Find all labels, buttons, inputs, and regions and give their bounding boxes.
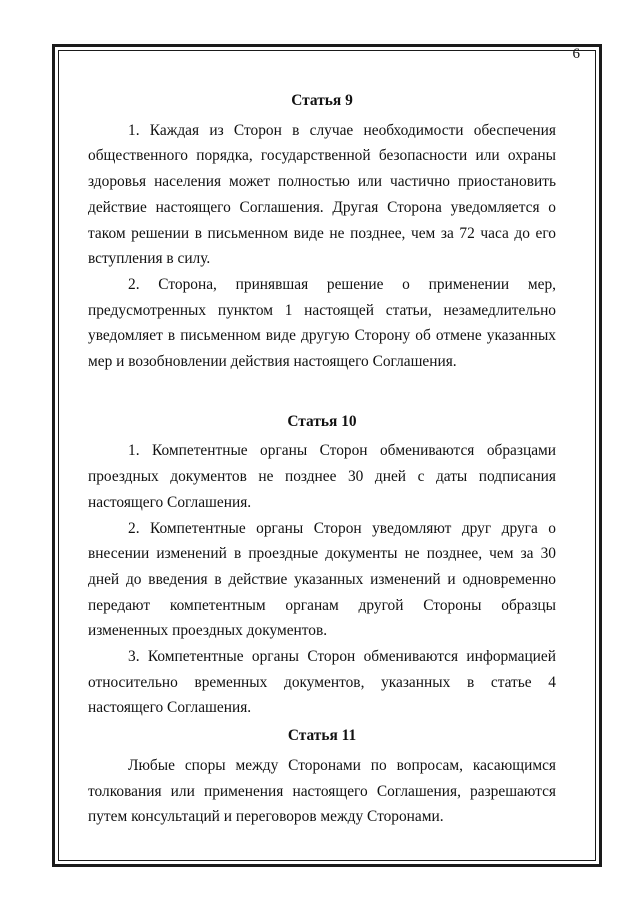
article-9 [88,88,556,375]
article-paragraph: 2. Компетентные органы Сторон уведомляют друг друга о внесении изменений в проездные документы не позднее, чем за 30 дней до введения в действие указанных изменений и одновременно передают компетентным органам другой Стороны образцы измененных проездных документов. [88,519,556,640]
article-paragraph: 2. Сторона, принявшая решение о применении мер, предусмотренных пунктом 1 настоящей статьи, незамедлительно уведомляет в письменном виде другую Сторону об отмене указанных мер и возобновлении действия настоящего Соглашения. [88,275,556,371]
article-title: Статья 10 [287,412,357,430]
article-paragraph: 1. Каждая из Сторон в случае необходимости обеспечения общественного порядка, государственной безопасности или охраны здоровья населения может полностью или частично приостановить действие настоящего Соглашения. Другая Сторона уведомляется о таком решении в письменном виде не позднее, чем за 72 часа до его вступления в силу. [88,121,556,268]
document-body [88,88,556,830]
page-number: 6 [572,46,580,62]
article-title: Статья 9 [291,92,353,109]
article-title: Статья 11 [287,727,357,745]
article-11 [88,723,556,830]
article-10 [88,409,556,721]
article-paragraph: Любые споры между Сторонами по вопросам, касающимся толкования или применения настоящего Соглашения, разрешаются путем консультаций и переговоров между Сторонами. [88,756,556,826]
article-paragraph: 1. Компетентные органы Сторон обмениваются образцами проездных документов не позднее 30 дней с даты подписания настоящего Соглашения. [88,442,556,511]
article-paragraph: 3. Компетентные органы Сторон обмениваются информацией относительно временных документов, указанных в статье 4 настоящего Соглашения. [88,648,556,717]
